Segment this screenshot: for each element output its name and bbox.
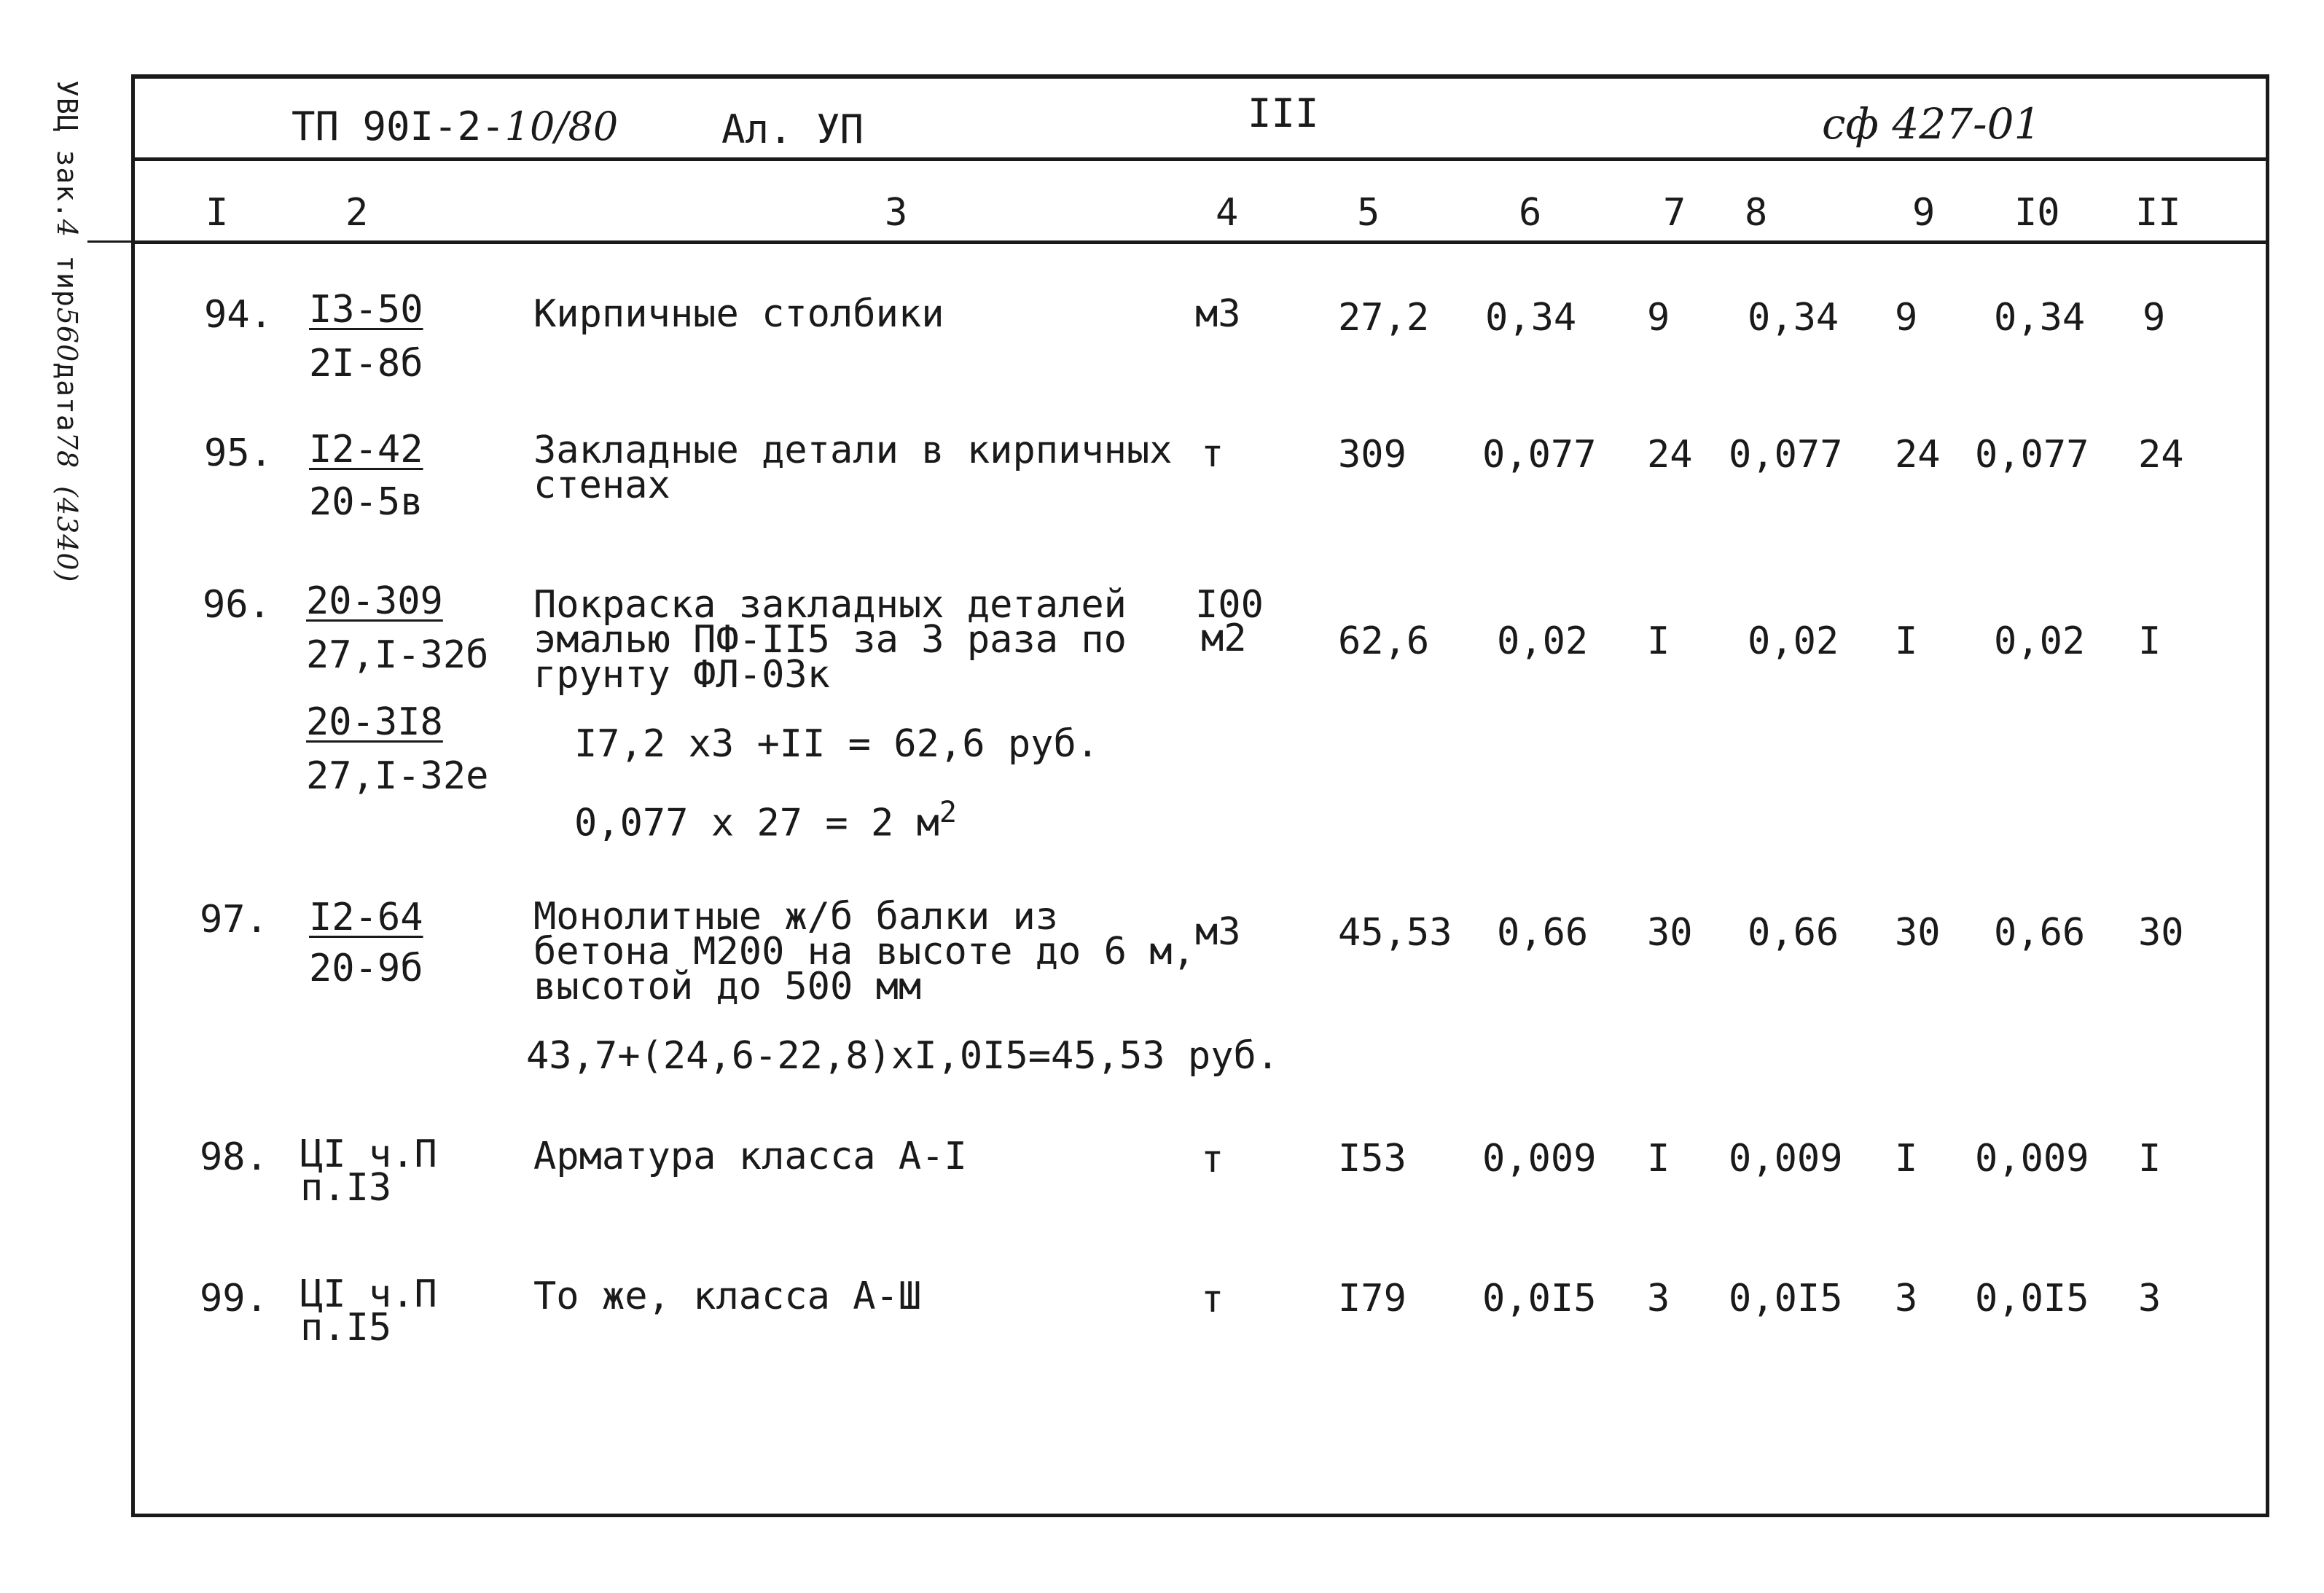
col-header-3: 3: [885, 191, 908, 235]
calc-line-1: 43,7+(24,6-22,8)хI,0I5=45,53 руб.: [526, 1034, 1280, 1078]
col-header-7: 7: [1663, 191, 1686, 235]
side-stamp-printed: УВЦ зак.: [51, 80, 83, 220]
work-description: Монолитные ж/б балки из: [533, 895, 1059, 939]
col8-value: 0,66: [1748, 911, 1839, 955]
col9-value: 3: [1895, 1277, 1918, 1320]
side-stamp-printed-2: тир: [51, 255, 83, 308]
col-header-2: 2: [345, 191, 369, 235]
unit: I00: [1195, 583, 1264, 627]
col6-value: 0,02: [1497, 619, 1589, 663]
col-header-10: I0: [2014, 191, 2060, 235]
unit: т: [1201, 1138, 1224, 1181]
calc-line-1: I7,2 х3 +II = 62,6 руб.: [574, 722, 1100, 766]
doc-number: [292, 103, 618, 149]
col8-value: 0,34: [1748, 296, 1839, 340]
row-number: 94.: [204, 293, 273, 337]
row-number: 99.: [200, 1277, 268, 1320]
work-description-line-3: грунту ФЛ-03к: [533, 653, 830, 697]
column-header-rule: [131, 240, 2269, 244]
side-stamp-hand-4: (4340): [51, 486, 83, 583]
col-header-6: 6: [1519, 191, 1542, 235]
row-number: 98.: [200, 1135, 268, 1179]
norm-code-bottom: п.I5: [300, 1306, 392, 1350]
col6-value: 0,0I5: [1482, 1277, 1597, 1320]
col10-value: 0,34: [1994, 296, 2086, 340]
col10-value: 0,077: [1975, 433, 2089, 477]
row-number: 95.: [204, 431, 273, 475]
col10-value: 0,0I5: [1975, 1277, 2089, 1320]
side-stamp: [51, 80, 83, 582]
col5-value: 27,2: [1338, 296, 1430, 340]
side-stamp-hand-3: 78: [51, 431, 83, 469]
col7-value: I: [1647, 619, 1670, 663]
col-header-4: 4: [1216, 191, 1239, 235]
column-header-rule-tick: [87, 240, 135, 243]
doc-number-handwritten: 10/80: [504, 103, 619, 149]
page-number: III: [1248, 90, 1319, 136]
col9-value: I: [1895, 1137, 1918, 1181]
side-stamp-printed-3: дата: [51, 362, 83, 432]
col9-value: 9: [1895, 296, 1918, 340]
col6-value: 0,34: [1485, 296, 1577, 340]
work-description: Арматура класса А-I: [533, 1135, 967, 1178]
row-number: 97.: [200, 898, 268, 942]
doc-number-prefix: ТП 90I-2-: [292, 103, 505, 149]
col7-value: 3: [1647, 1277, 1670, 1320]
norm-code-bottom: 27,I-32б: [306, 633, 489, 677]
norm-code-bottom: 20-5в: [309, 480, 423, 524]
col-header-8: 8: [1745, 191, 1768, 235]
norm-code-top: ЦI ч.П: [300, 1132, 437, 1176]
work-description-line-2: стенах: [533, 463, 670, 507]
col11-value: 9: [2143, 296, 2166, 340]
norm-code-top: ЦI ч.П: [300, 1272, 437, 1316]
col5-value: I79: [1338, 1277, 1406, 1320]
col7-value: I: [1647, 1137, 1670, 1181]
col11-value: I: [2138, 1137, 2161, 1181]
col7-value: 30: [1647, 911, 1693, 955]
side-stamp-hand-1: 4: [51, 219, 83, 238]
col7-value: 24: [1647, 433, 1693, 477]
col11-value: 3: [2138, 1277, 2161, 1320]
col6-value: 0,077: [1482, 433, 1597, 477]
col6-value: 0,66: [1497, 911, 1589, 955]
col11-value: 30: [2138, 911, 2184, 955]
work-description-line-2: бетона М200 на высоте до 6 м,: [533, 930, 1195, 974]
work-description: Кирпичные столбики: [533, 292, 944, 336]
norm-code-2-top: 20-3I8: [306, 700, 443, 744]
col8-value: 0,02: [1748, 619, 1839, 663]
side-stamp-hand-2: 560: [51, 307, 83, 363]
col5-value: 45,53: [1338, 911, 1452, 955]
work-description: Покраска закладных деталей: [533, 583, 1127, 627]
header-rule: [131, 157, 2269, 161]
col-header-5: 5: [1357, 191, 1380, 235]
calc-line-2: [574, 794, 957, 845]
col8-value: 0,0I5: [1729, 1277, 1843, 1320]
norm-code-bottom: 20-9б: [309, 947, 423, 990]
album-label: Ал. УП: [721, 106, 864, 152]
norm-code-top: I2-64: [309, 896, 423, 939]
norm-code-2-bottom: 27,I-32е: [306, 754, 489, 798]
col10-value: 0,66: [1994, 911, 2086, 955]
col-header-11: II: [2135, 191, 2181, 235]
calc-line-2-text: 0,077 х 27 = 2 м: [574, 801, 939, 845]
calc-superscript: 2: [939, 796, 957, 829]
work-description: Закладные детали в кирпичных: [533, 428, 1173, 472]
col-header-9: 9: [1912, 191, 1936, 235]
col9-value: 30: [1895, 911, 1941, 955]
col11-value: 24: [2138, 433, 2184, 477]
col-header-1: I: [206, 191, 229, 235]
norm-code-top: I2-42: [309, 428, 423, 471]
col10-value: 0,02: [1994, 619, 2086, 663]
row-number: 96.: [203, 583, 271, 627]
unit: м3: [1195, 910, 1241, 954]
col8-value: 0,009: [1729, 1137, 1843, 1181]
col5-value: 62,6: [1338, 619, 1430, 663]
work-description-line-3: высотой до 500 мм: [533, 965, 922, 1009]
work-description-line-2: эмалью ПФ-II5 за 3 раза по: [533, 618, 1127, 662]
col9-value: 24: [1895, 433, 1941, 477]
col7-value: 9: [1647, 296, 1670, 340]
col6-value: 0,009: [1482, 1137, 1597, 1181]
unit-line-2: м2: [1201, 617, 1247, 660]
col9-value: I: [1895, 619, 1918, 663]
col5-value: 309: [1338, 433, 1406, 477]
col5-value: I53: [1338, 1137, 1406, 1181]
norm-code-bottom: п.I3: [300, 1166, 392, 1210]
work-description: То же, класса А-Ш: [533, 1275, 922, 1318]
norm-code-bottom: 2I-8б: [309, 342, 423, 385]
unit: м3: [1195, 292, 1241, 336]
doc-code: сф 427-01: [1822, 99, 2041, 149]
col10-value: 0,009: [1975, 1137, 2089, 1181]
norm-code-top: 20-309: [306, 579, 443, 623]
norm-code-top: I3-50: [309, 288, 423, 332]
col8-value: 0,077: [1729, 433, 1843, 477]
unit: т: [1201, 1277, 1224, 1321]
unit: т: [1201, 432, 1224, 476]
col11-value: I: [2138, 619, 2161, 663]
